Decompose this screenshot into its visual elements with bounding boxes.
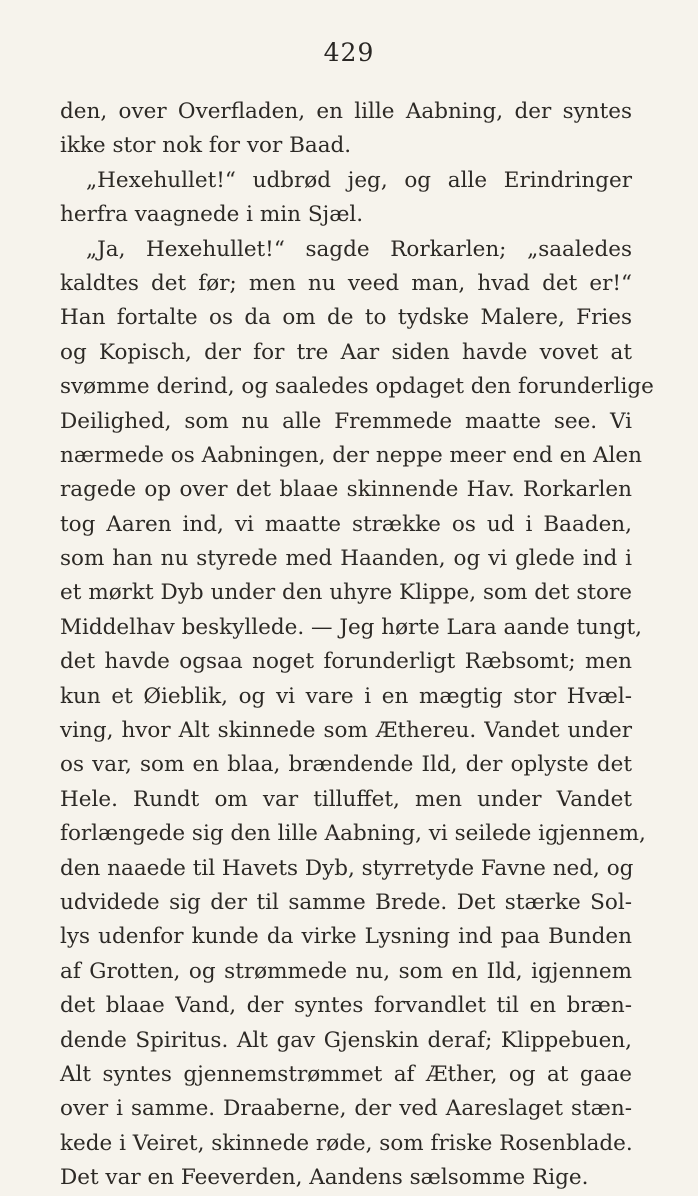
text-line: det havde ogsaa noget forunderligt Ræbsomt; men: [60, 649, 632, 675]
text-line: den, over Overfladen, en lille Aabning, der syntes: [60, 99, 632, 124]
text-line: af Grotten, og strømmede nu, som en Ild, igjennem: [60, 958, 632, 984]
text-line: kaldtes det før; men nu veed man, hvad det er!“: [60, 270, 632, 296]
text-line: herfra vaagnede i min Sjæl.: [60, 202, 364, 228]
text-line: Deilighed, som nu alle Fremmede maatte see. Vi: [60, 408, 632, 434]
text-line: kun et Øieblik, og vi vare i en mægtig stor Hvæl-: [60, 683, 632, 709]
body-text: [60, 95, 654, 1196]
text-line: det blaae Vand, der syntes forvandlet til en bræn-: [60, 993, 632, 1019]
text-line: forlængede sig den lille Aabning, vi seilede igjennem,: [60, 821, 646, 847]
text-line: „Ja, Hexehullet!“ sagde Rorkarlen; „saaledes: [86, 236, 632, 262]
text-line: et mørkt Dyb under den uhyre Klippe, som det store: [60, 580, 632, 606]
text-line: os var, som en blaa, brændende Ild, der oplyste det: [60, 752, 632, 778]
text-line: svømme derind, og saaledes opdaget den forunderlige: [60, 374, 654, 400]
text-line: ikke stor nok for vor Baad.: [60, 133, 352, 159]
text-line: lys udenfor kunde da virke Lysning ind paa Bunden: [60, 924, 632, 950]
text-line: Han fortalte os da om de to tydske Malere, Fries: [60, 305, 632, 331]
text-line: Alt syntes gjennemstrømmet af Æther, og at gaae: [60, 1061, 632, 1087]
text-line: kede i Veiret, skinnede røde, som friske Rosenblade.: [60, 1130, 633, 1156]
text-line: dende Spiritus. Alt gav Gjenskin deraf; Klippebuen,: [60, 1027, 632, 1053]
text-line: den naaede til Havets Dyb, styrretyde Favne ned, og: [60, 855, 634, 881]
text-line: udvidede sig der til samme Brede. Det stærke Sol-: [60, 889, 632, 915]
text-line: Hele. Rundt om var tilluffet, men under Vandet: [60, 786, 632, 812]
page-number: 429: [323, 38, 375, 67]
text-line: ving, hvor Alt skinnede som Æthereu. Vandet under: [60, 718, 632, 744]
text-line: som han nu styrede med Haanden, og vi glede ind i: [60, 546, 632, 572]
text-line: og Kopisch, der for tre Aar siden havde vovet at: [60, 339, 632, 365]
text-line: Middelhav beskyllede. — Jeg hørte Lara aande tungt,: [60, 614, 642, 640]
text-line: over i samme. Draaberne, der ved Aareslaget stæn-: [60, 1096, 632, 1122]
text-line: tog Aaren ind, vi maatte strække os ud i Baaden,: [60, 511, 632, 537]
text-line: nærmede os Aabningen, der neppe meer end en Alen: [60, 442, 643, 468]
text-line: Det var en Feeverden, Aandens sælsomme Rige.: [60, 1165, 589, 1191]
text-line: „Hexehullet!“ udbrød jeg, og alle Erindringer: [86, 167, 632, 193]
text-line: ragede op over det blaae skinnende Hav. Rorkarlen: [60, 477, 632, 503]
